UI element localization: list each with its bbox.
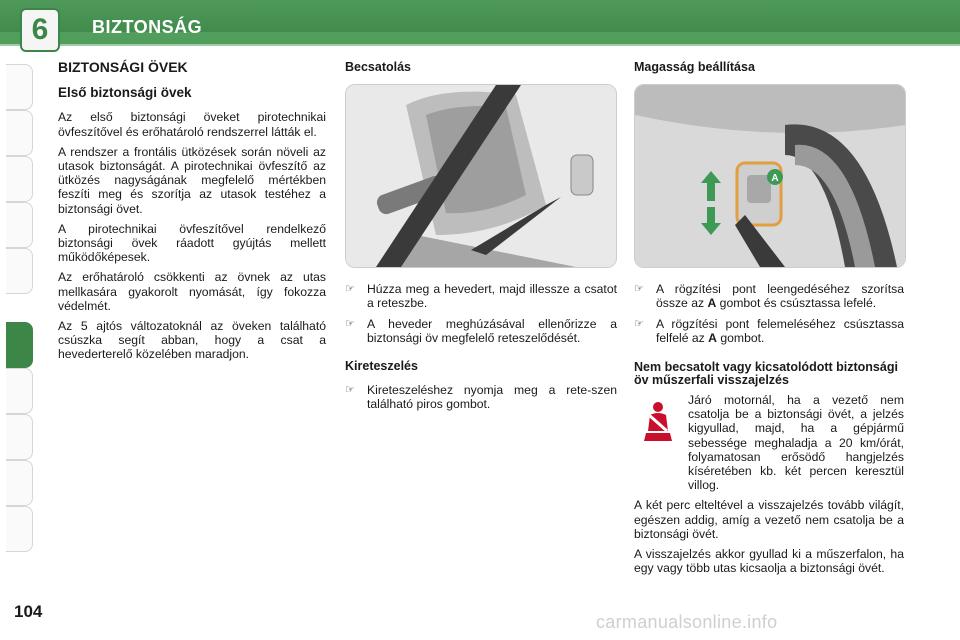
chapter-number: 6 bbox=[20, 8, 60, 52]
bullet-item: ☞ A heveder meghúzásával ellenőrizze a biztonsági öv megfelelő reteszelődését. bbox=[345, 316, 617, 345]
bullet-item: ☞ Kireteszeléshez nyomja meg a rete-szen található piros gombot. bbox=[345, 383, 617, 412]
chapter-tab-2[interactable] bbox=[6, 110, 33, 156]
section-subtitle: Első biztonsági övek bbox=[58, 85, 192, 101]
bullet-icon: ☞ bbox=[345, 283, 355, 296]
column-intro bbox=[58, 60, 326, 368]
paragraph: Az 5 ajtós változatoknál az öveken található csúszka segít abban, hogy a csat a hevederterelő közelében maradjon. bbox=[58, 319, 326, 362]
column-height-adjust bbox=[634, 60, 904, 581]
warning-row bbox=[634, 393, 904, 492]
watermark: carmanualsonline.info bbox=[596, 612, 778, 632]
paragraph: A visszajelzés akkor gyullad ki a műszerfalon, ha egy vagy több utas kicsaolja a biztonsági övét. bbox=[634, 547, 904, 576]
label-a: A bbox=[771, 173, 779, 185]
chapter-tab-7[interactable] bbox=[6, 368, 33, 414]
unfastening-heading: Kireteszelés bbox=[345, 359, 418, 374]
seatbelt-warning-icon bbox=[634, 399, 682, 447]
chapter-tab-10[interactable] bbox=[6, 506, 33, 552]
chapter-tab-6-active[interactable] bbox=[6, 322, 33, 368]
warning-heading: Nem becsatolt vagy kicsatolódott biztonsági öv műszerfali visszajelzés bbox=[634, 360, 898, 388]
bullet-item: ☞ A rögzítési pont leengedéséhez szorítsa össze az A gombot és csúsztassa lefelé. bbox=[634, 282, 904, 311]
bullet-item: ☞ Húzza meg a hevedert, majd illessze a csatot a reteszbe. bbox=[345, 282, 617, 311]
paragraph: A rendszer a frontális ütközések során növeli az utasok biztonságát. A pirotechnikai övfeszítő az ütközés nagyságának megfelelő mértékben feszíti meg és szorítja az utasok testéhez a biztonsági övet. bbox=[58, 144, 326, 216]
paragraph: Az erőhatároló csökkenti az övnek az utas mellkasára gyakorolt nyomását, így fokozza védelmét. bbox=[58, 270, 326, 313]
fastening-heading: Becsatolás bbox=[345, 60, 412, 74]
height-heading: Magasság beállítása bbox=[634, 60, 755, 74]
paragraph: A pirotechnikai övfeszítővel rendelkező biztonsági övek ráadott gyújtás mellett működőképesek. bbox=[58, 221, 326, 265]
bullet-icon: ☞ bbox=[634, 317, 644, 330]
chapter-tab-3[interactable] bbox=[6, 156, 33, 202]
chapter-tab-5[interactable] bbox=[6, 248, 33, 294]
warning-text: Járó motornál, ha a vezető nem csatolja be a biztonsági övét, a jelzés kigyullad, majd, ha a gépjármű sebessége meghaladja a 20 km/órát, folyamatosan erősödő hangjelzés kíséretében kb. két percen keresztül villog. bbox=[688, 393, 904, 493]
chapter-title: BIZTONSÁG bbox=[92, 17, 203, 37]
bullet-icon: ☞ bbox=[345, 384, 355, 397]
bullet-item: ☞ A rögzítési pont felemeléséhez csúsztassa felfelé az A gombot. bbox=[634, 316, 904, 345]
chapter-tabs bbox=[0, 64, 36, 584]
paragraph: Az első biztonsági öveket pirotechnikai övfeszítővel és erőhatároló rendszerrel látták el. bbox=[58, 110, 326, 139]
paragraph: A két perc elteltével a visszajelzés tovább világít, egészen addig, amíg a vezető nem csatolja be a biztonsági övét. bbox=[634, 498, 904, 541]
chapter-tab-4[interactable] bbox=[6, 202, 33, 248]
height-adjust-image bbox=[635, 85, 905, 267]
seat-belt-image bbox=[346, 85, 616, 267]
section-title: BIZTONSÁGI ÖVEK bbox=[58, 59, 188, 75]
belt-height-illustration bbox=[634, 84, 906, 268]
bullet-icon: ☞ bbox=[634, 283, 644, 296]
chapter-tab-1[interactable] bbox=[6, 64, 33, 110]
chapter-tab-8[interactable] bbox=[6, 414, 33, 460]
page-number: 104 bbox=[14, 602, 43, 621]
column-fastening bbox=[345, 60, 617, 418]
seat-belt-illustration bbox=[345, 84, 617, 268]
chapter-tab-9[interactable] bbox=[6, 460, 33, 506]
bullet-icon: ☞ bbox=[345, 317, 355, 330]
